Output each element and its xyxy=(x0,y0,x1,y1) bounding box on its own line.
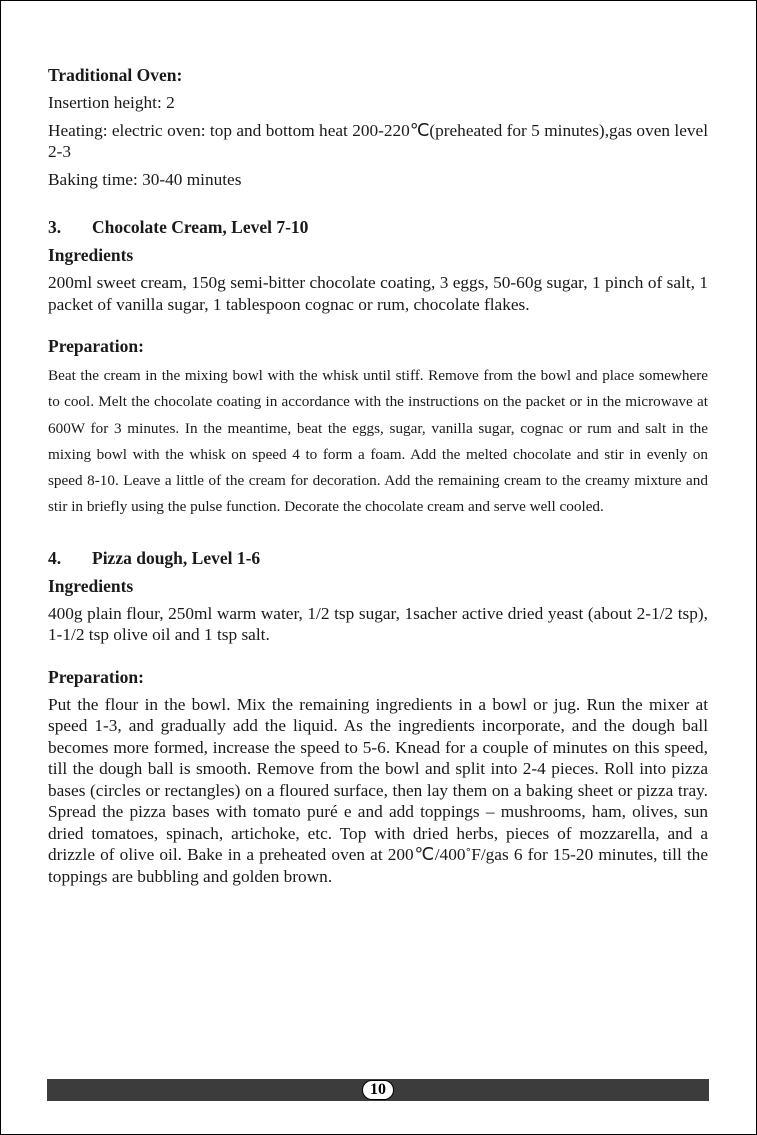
heating-instructions: Heating: electric oven: top and bottom heat 200-220℃(preheated for 5 minutes),gas oven level 2-3 xyxy=(48,120,708,161)
ingredients-heading: Ingredients xyxy=(48,575,134,596)
preparation-heading: Preparation: xyxy=(48,336,144,356)
page-number: 10 xyxy=(362,1080,394,1100)
pizza-dough-title xyxy=(48,547,708,569)
section-title: Pizza dough, Level 1-6 xyxy=(92,547,261,568)
section-title: Chocolate Cream, Level 7-10 xyxy=(92,217,309,237)
document-body xyxy=(48,64,708,887)
section-number: 4. xyxy=(48,547,62,568)
oven-heading: Traditional Oven: xyxy=(48,65,183,85)
chocolate-cream-section xyxy=(48,216,708,521)
ingredients-text: 400g plain flour, 250ml warm water, 1/2 tsp sugar, 1sacher active dried yeast (about 2-1/2 tsp), 1-1/2 tsp olive oil and 1 tsp salt. xyxy=(48,603,708,645)
footer-bar xyxy=(47,1079,709,1101)
preparation-text: Put the flour in the bowl. Mix the remaining ingredients in a bowl or jug. Run the mixer at speed 1-3, and gradually add the liquid. As the ingredients incorporate, and the dough ball becomes more formed, increase the speed to 5-6. Knead for a couple of minutes on this speed, till the dough ball is smooth. Remove from the bowl and split into 2-4 pieces. Roll into pizza bases (circles or rectangles) on a floured surface, then lay them on a baking sheet or pizza tray. Spread the pizza bases with tomato puré e and add toppings – mushrooms, ham, olives, sun dried tomatoes, spinach, artichoke, etc. Top with dried herbs, pieces of mozzarella, and a drizzle of olive oil. Bake in a preheated oven at 200℃/400˚F/gas 6 for 15-20 minutes, till the toppings are bubbling and golden brown. xyxy=(48,694,708,886)
ingredients-heading: Ingredients xyxy=(48,245,134,265)
chocolate-cream-title xyxy=(48,216,708,238)
section-number: 3. xyxy=(48,217,62,237)
insertion-height: Insertion height: 2 xyxy=(48,93,175,112)
baking-time: Baking time: 30-40 minutes xyxy=(48,169,242,189)
preparation-heading: Preparation: xyxy=(48,666,144,687)
pizza-dough-section xyxy=(48,547,708,888)
preparation-text: Beat the cream in the mixing bowl with the whisk until stiff. Remove from the bowl and place somewhere to cool. Melt the chocolate coating in accordance with the instructions on the packet or in the microwave at 600W for 3 minutes. In the meantime, beat the eggs, sugar, vanilla sugar, cognac or rum and salt in the mixing bowl with the whisk on speed 4 to form a foam. Add the melted chocolate and stir in evenly on speed 8-10. Leave a little of the cream for decoration. Add the remaining cream to the creamy mixture and stir in briefly using the pulse function. Decorate the chocolate cream and serve well cooled. xyxy=(48,367,708,516)
ingredients-text: 200ml sweet cream, 150g semi-bitter chocolate coating, 3 eggs, 50-60g sugar, 1 pinch of salt, 1 packet of vanilla sugar, 1 tablespoon cognac or rum, chocolate flakes. xyxy=(48,273,708,314)
traditional-oven-section xyxy=(48,64,708,190)
